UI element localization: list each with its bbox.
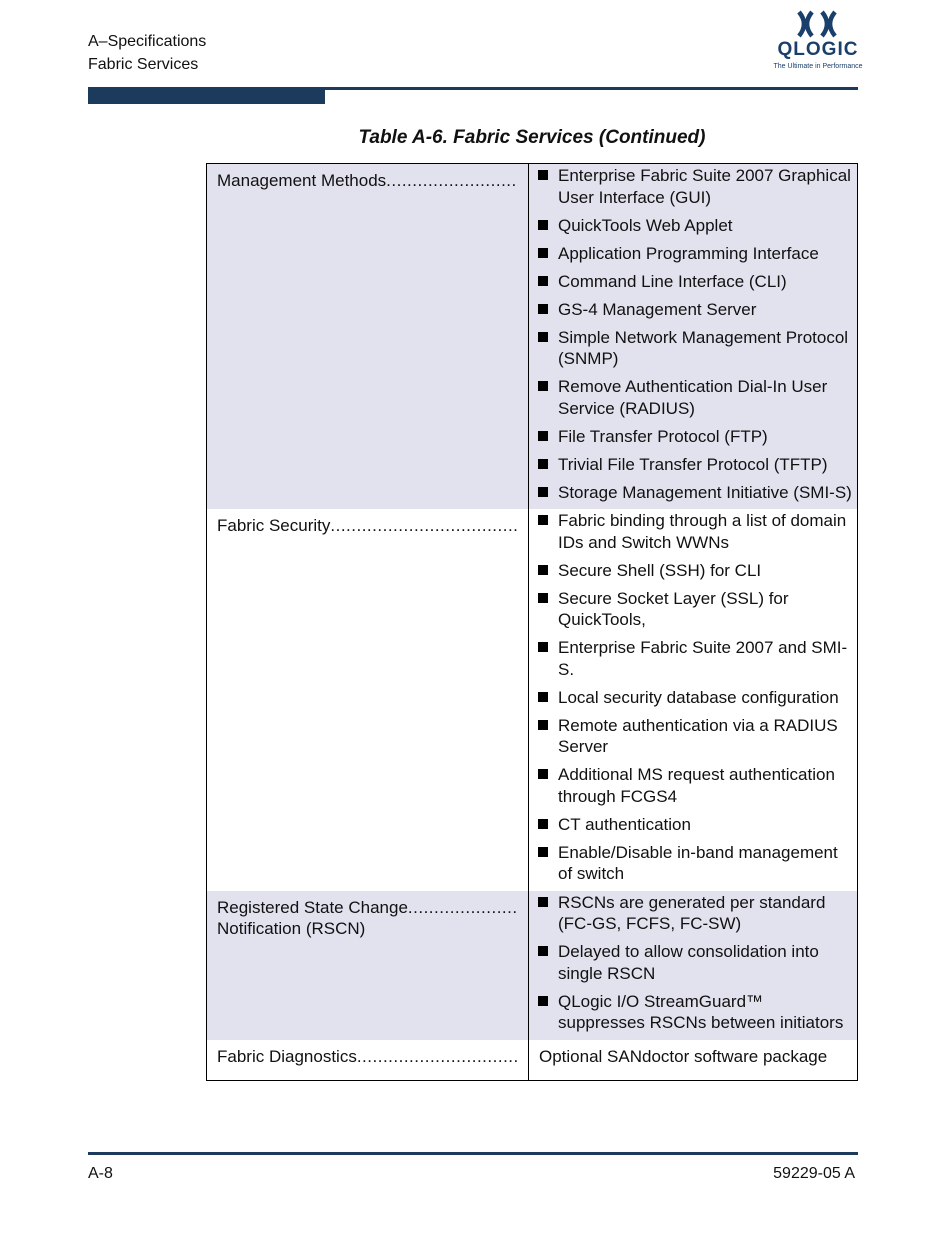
list-item: Enterprise Fabric Suite 2007 Graphical User Interface (GUI) bbox=[537, 165, 853, 208]
header-section: A–Specifications bbox=[88, 33, 207, 50]
square-bullet-icon bbox=[538, 996, 548, 1006]
square-bullet-icon bbox=[538, 897, 548, 907]
row-value-text: Optional SANdoctor software package bbox=[539, 1046, 828, 1066]
page-number: A-8 bbox=[88, 1165, 113, 1182]
square-bullet-icon bbox=[538, 248, 548, 258]
list-item: Secure Shell (SSH) for CLI bbox=[537, 560, 853, 582]
list-item: Additional MS request authentication through FCGS4 bbox=[537, 764, 853, 807]
table-row bbox=[207, 1040, 858, 1081]
square-bullet-icon bbox=[538, 515, 548, 525]
running-header bbox=[88, 31, 206, 76]
list-item: Storage Management Initiative (SMI-S) bbox=[537, 482, 853, 504]
square-bullet-icon bbox=[538, 459, 548, 469]
square-bullet-icon bbox=[538, 487, 548, 497]
list-item: QuickTools Web Applet bbox=[537, 215, 853, 237]
row-values bbox=[529, 164, 858, 510]
logo-wordmark: QLOGIC bbox=[777, 39, 859, 60]
row-label: Fabric Security ..... bbox=[207, 509, 529, 891]
square-bullet-icon bbox=[538, 847, 548, 857]
square-bullet-icon bbox=[538, 946, 548, 956]
row-values bbox=[529, 891, 858, 1040]
header-rule-block bbox=[88, 89, 325, 104]
table-caption: Table A-6. Fabric Services (Continued) bbox=[358, 127, 706, 148]
square-bullet-icon bbox=[538, 381, 548, 391]
list-item: RSCNs are generated per standard (FC-GS, FCFS, FC-SW) bbox=[537, 892, 853, 935]
list-item: Enterprise Fabric Suite 2007 and SMI-S. bbox=[537, 637, 853, 680]
square-bullet-icon bbox=[538, 593, 548, 603]
list-item: Secure Socket Layer (SSL) for QuickTools, bbox=[537, 588, 853, 631]
square-bullet-icon bbox=[538, 170, 548, 180]
list-item: Simple Network Management Protocol (SNMP) bbox=[537, 327, 853, 370]
square-bullet-icon bbox=[538, 720, 548, 730]
square-bullet-icon bbox=[538, 565, 548, 575]
list-item: File Transfer Protocol (FTP) bbox=[537, 426, 853, 448]
row-label: Registered State Change ..... Notification (RSCN) bbox=[207, 891, 529, 1040]
logo-tagline: The Ultimate in Performance bbox=[773, 63, 863, 70]
square-bullet-icon bbox=[538, 769, 548, 779]
table-row bbox=[207, 509, 858, 891]
square-bullet-icon bbox=[538, 692, 548, 702]
fabric-services-table bbox=[206, 163, 858, 1081]
table-row bbox=[207, 164, 858, 510]
row-values bbox=[529, 1040, 858, 1081]
row-label: Management Methods ..... bbox=[207, 164, 529, 510]
list-item: Remote authentication via a RADIUS Server bbox=[537, 715, 853, 758]
row-label: Fabric Diagnostics ..... bbox=[207, 1040, 529, 1081]
list-item: Remove Authentication Dial-In User Service (RADIUS) bbox=[537, 376, 853, 419]
square-bullet-icon bbox=[538, 332, 548, 342]
square-bullet-icon bbox=[538, 431, 548, 441]
square-bullet-icon bbox=[538, 276, 548, 286]
row-values bbox=[529, 509, 858, 891]
list-item: CT authentication bbox=[537, 814, 853, 836]
list-item: Local security database configuration bbox=[537, 687, 853, 709]
list-item: Application Programming Interface bbox=[537, 243, 853, 265]
square-bullet-icon bbox=[538, 304, 548, 314]
table-row bbox=[207, 891, 858, 1040]
square-bullet-icon bbox=[538, 220, 548, 230]
list-item: GS-4 Management Server bbox=[537, 299, 853, 321]
list-item: Command Line Interface (CLI) bbox=[537, 271, 853, 293]
list-item: Delayed to allow consolidation into single RSCN bbox=[537, 941, 853, 984]
document-number: 59229-05 A bbox=[773, 1165, 855, 1182]
list-item: Trivial File Transfer Protocol (TFTP) bbox=[537, 454, 853, 476]
list-item: Enable/Disable in-band management of switch bbox=[537, 842, 853, 885]
qlogic-logo bbox=[773, 10, 863, 74]
list-item: Fabric binding through a list of domain IDs and Switch WWNs bbox=[537, 510, 853, 553]
footer-rule bbox=[88, 1152, 858, 1155]
square-bullet-icon bbox=[538, 819, 548, 829]
square-bullet-icon bbox=[538, 642, 548, 652]
header-subsection: Fabric Services bbox=[88, 55, 199, 73]
qlogic-logo-mark-icon bbox=[795, 10, 839, 38]
list-item: QLogic I/O StreamGuard™ suppresses RSCNs between initiators bbox=[537, 991, 853, 1034]
